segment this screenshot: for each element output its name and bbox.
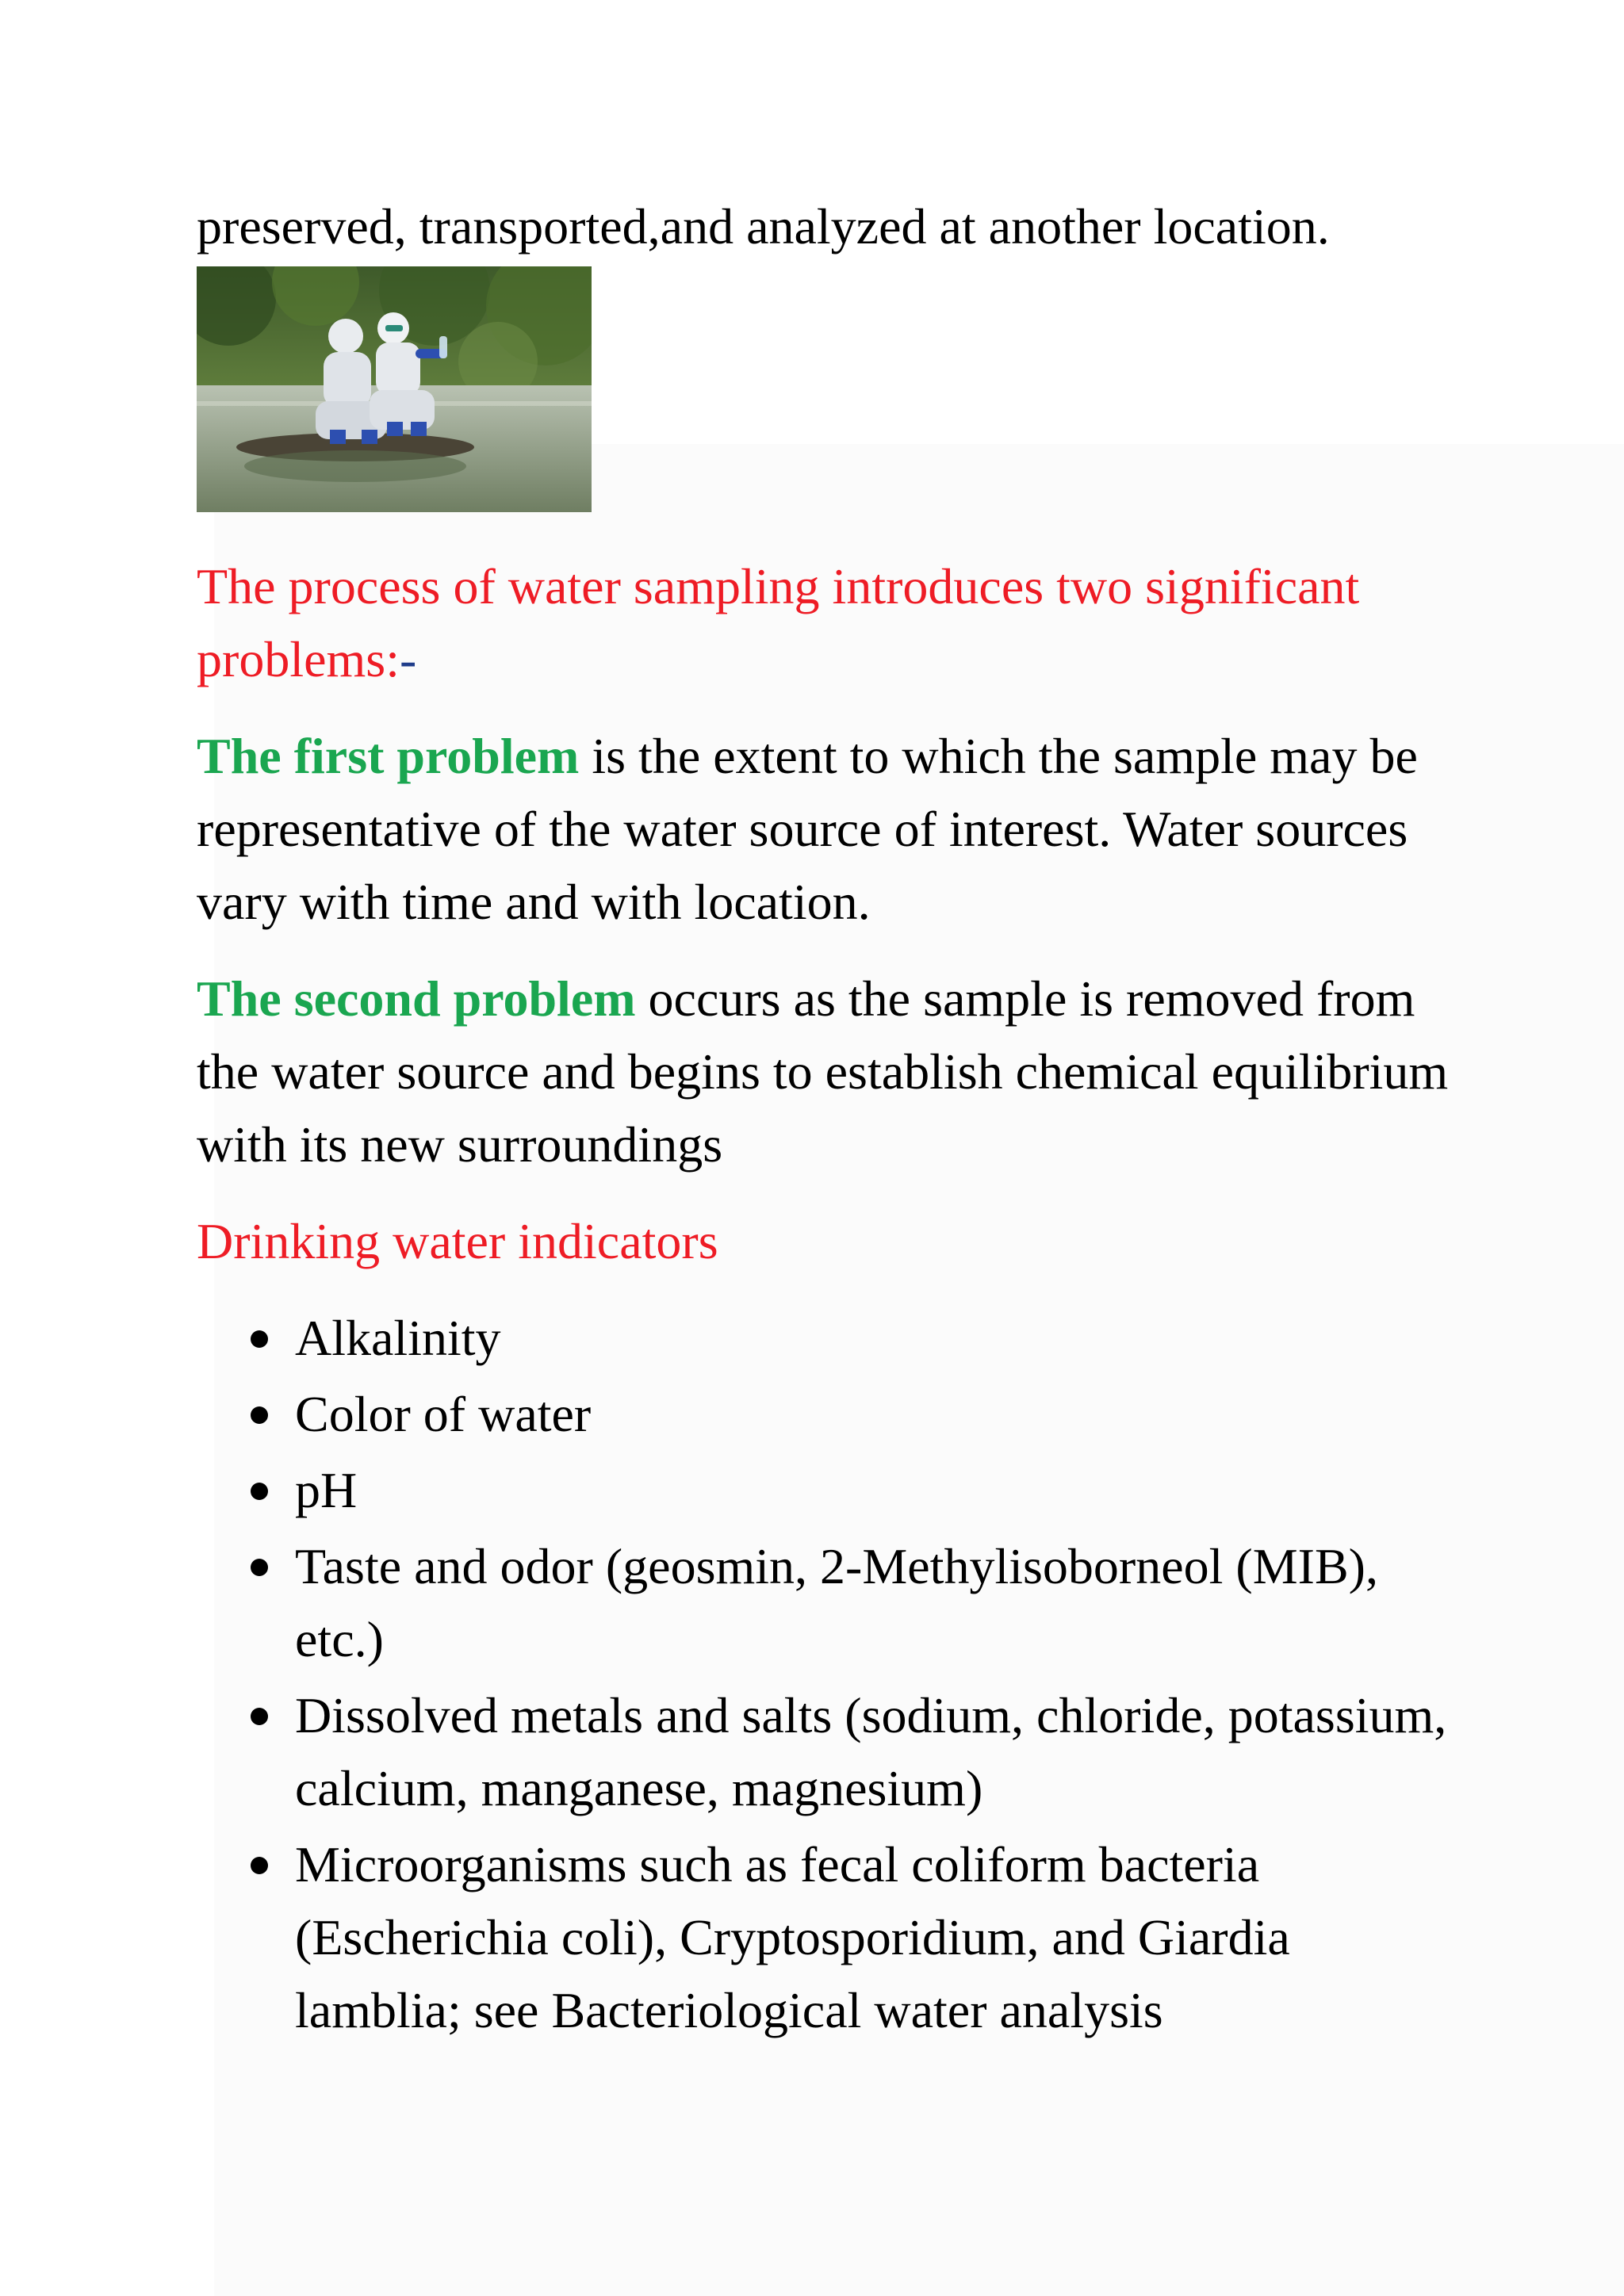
lead-text: preserved, transported,and analyzed at another location. — [197, 198, 1330, 254]
document-body — [197, 190, 1465, 2050]
indicators-list — [197, 1302, 1465, 2047]
indicators-heading: Drinking water indicators — [197, 1213, 718, 1269]
list-item-text: Microorganisms such as fecal coliform bacteria (Escherichia coli), Cryptosporidium, and Giardia lamblia; see Bacteriological water analysis — [295, 1836, 1290, 2038]
first-problem-text: is the extent to which the sample may be representative of the water source of interest. Water sources vary with time and with location. — [197, 728, 1418, 930]
bullet-icon — [251, 1559, 268, 1576]
first-problem-paragraph — [197, 720, 1465, 939]
second-problem-text: occurs as the sample is removed from the water source and begins to establish chemical equilibrium with its new surroundings — [197, 970, 1449, 1173]
list-item-text: Taste and odor (geosmin, 2-Methylisoborneol (MIB), etc.) — [295, 1538, 1378, 1667]
list-item-text: Alkalinity — [295, 1310, 501, 1366]
bullet-icon — [251, 1406, 268, 1424]
list-item — [295, 1302, 1465, 1375]
bullet-icon — [251, 1330, 268, 1348]
list-item-text: Dissolved metals and salts (sodium, chloride, potassium, calcium, manganese, magnesium) — [295, 1687, 1447, 1816]
second-problem-paragraph — [197, 962, 1465, 1181]
section-heading-text: The process of water sampling introduces two significant problems: — [197, 558, 1360, 687]
list-item — [295, 1828, 1465, 2047]
list-item-text: pH — [295, 1462, 358, 1518]
bullet-icon — [251, 1857, 268, 1874]
second-problem-label: The second problem — [197, 970, 636, 1027]
bullet-icon — [251, 1708, 268, 1725]
list-item-text: Color of water — [295, 1386, 592, 1442]
heading-separator: - — [399, 631, 417, 687]
list-item — [295, 1679, 1465, 1825]
section-heading — [197, 550, 1465, 696]
list-item — [295, 1378, 1465, 1451]
first-problem-label: The first problem — [197, 728, 580, 784]
list-item — [295, 1530, 1465, 1676]
bullet-icon — [251, 1483, 268, 1500]
field-water-sampling-photo — [197, 266, 592, 512]
list-item — [295, 1454, 1465, 1527]
